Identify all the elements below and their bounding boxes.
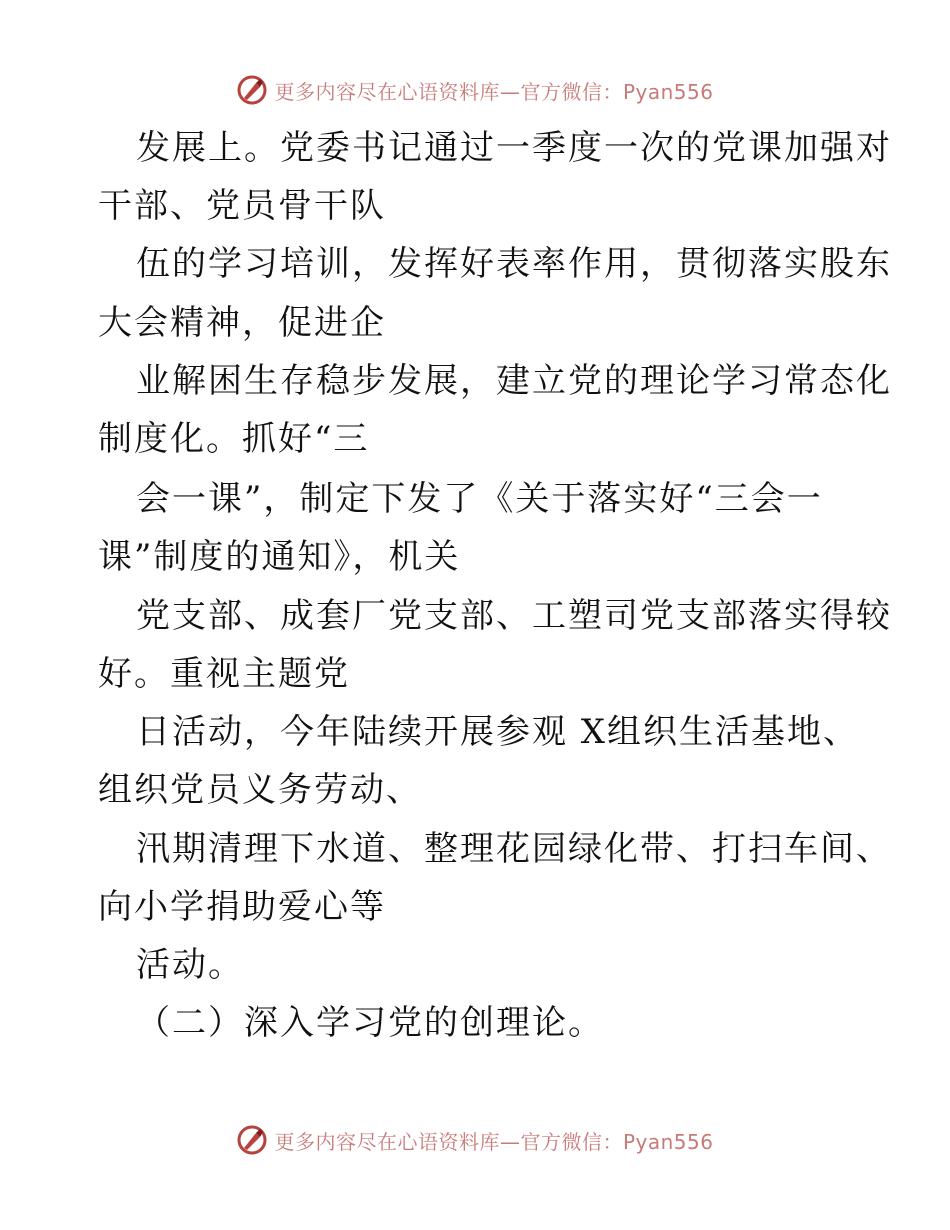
body-line: 日活动，今年陆续开展参观 X组织生活基地、: [136, 712, 860, 752]
watermark-text: 更多内容尽在心语资料库—官方微信：Pyan556: [274, 1129, 714, 1154]
footer-watermark: [0, 1120, 950, 1160]
body-line: 好。重视主题党: [98, 654, 350, 694]
body-line: 组织党员义务劳动、: [98, 770, 422, 810]
body-line: 大会精神，促进企: [98, 303, 386, 343]
body-line: 会一课”，制定下发了《关于落实好“三会一: [136, 479, 823, 519]
body-line: 活动。: [136, 945, 244, 985]
body-line: 伍的学习培训，发挥好表率作用，贯彻落实股东: [136, 244, 892, 284]
body-line: 向小学捐助爱心等: [98, 887, 386, 927]
body-line: 党支部、成套厂党支部、工塑司党支部落实得较: [136, 596, 892, 636]
section-heading: （二）深入学习党的创理论。: [136, 1003, 604, 1043]
body-line: 干部、党员骨干队: [98, 186, 386, 226]
pen-nib-logo-icon: [236, 1124, 268, 1156]
header-watermark: [0, 70, 950, 110]
watermark-text: 更多内容尽在心语资料库—官方微信：Pyan556: [274, 79, 714, 104]
pen-nib-logo-icon: [236, 74, 268, 106]
body-line: 业解困生存稳步发展，建立党的理论学习常态化: [136, 361, 892, 401]
body-line: 制度化。抓好“三: [98, 419, 370, 459]
body-line: 汛期清理下水道、整理花园绿化带、打扫车间、: [136, 829, 892, 869]
body-line: 课”制度的通知》，机关: [98, 537, 461, 577]
body-line: 发展上。党委书记通过一季度一次的党课加强对: [136, 128, 892, 168]
